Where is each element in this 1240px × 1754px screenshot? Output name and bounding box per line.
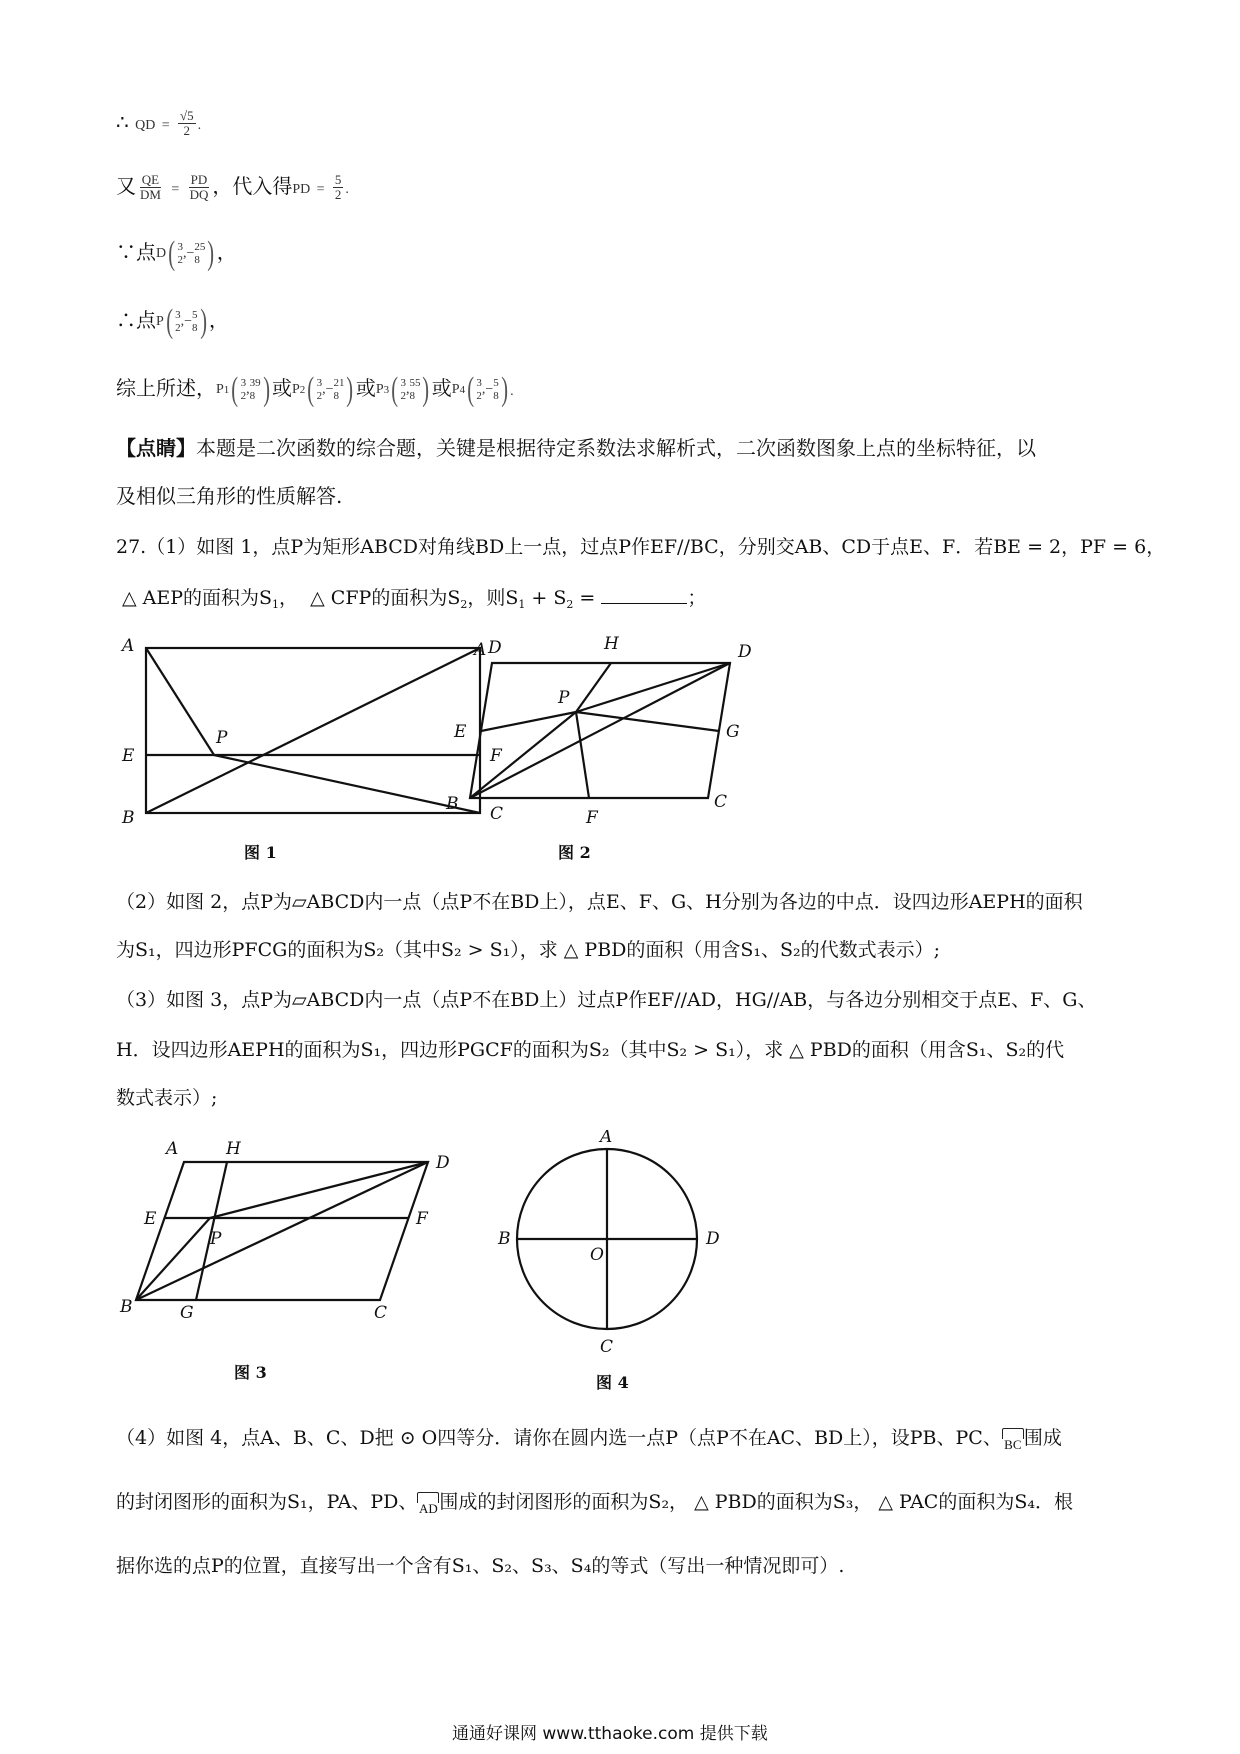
fig3-caption: 图 3 — [234, 1363, 267, 1382]
fig2-line-bp — [470, 712, 576, 798]
q27-part4-line1: （4）如图 4，点A、B、C、D把 ⊙ O四等分．请你在圆内选一点P（点P不在AC、BD上），设PB、PC、 BC 围成 — [116, 1427, 1062, 1452]
note-line-1: 【点睛】本题是二次函数的综合题，关键是根据待定系数法求解析式，二次函数图象上点的坐标特征，以 — [116, 436, 1036, 460]
fig3-line-pd — [210, 1162, 428, 1218]
fig3-label-e: E — [144, 1209, 157, 1229]
solution-line-qd: ∴ QD = $\frac{√5}{2}$ . — [116, 108, 202, 138]
fig2-label-h: H — [604, 634, 619, 654]
footer-source: 通通好课网 www.tthaoke.com 提供下载 — [452, 1724, 768, 1744]
q27-part2-line2: 为S₁，四边形PFCG的面积为S₂（其中S₂ > S₁），求 △ PBD的面积（用含S₁、S₂的代数式表示）; — [116, 939, 941, 961]
fig3-label-g: G — [180, 1303, 194, 1323]
q27-part1-line1: 27.（1）如图 1，点P为矩形ABCD对角线BD上一点，过点P作EF//BC，分别交AB、CD于点E、F．若BE = 2，PF = 6， — [116, 536, 1166, 558]
fig1-label-d: D — [488, 638, 502, 658]
fig2-label-e: E — [454, 722, 467, 742]
note-label: 【点睛】 — [116, 436, 196, 460]
q27-part3-line1: （3）如图 3，点P为▱ABCD内一点（点P不在BD上）过点P作EF//AD，HG//AB，与各边分别相交于点E、F、G、 — [116, 989, 1097, 1011]
fig4-label-d: D — [706, 1229, 720, 1249]
note-line-2: 及相似三角形的性质解答. — [116, 484, 343, 508]
fig1-label-b: B — [122, 808, 135, 828]
fig2-line-ph — [576, 663, 611, 712]
fig3-label-h: H — [226, 1139, 241, 1159]
fig4-label-a: A — [600, 1130, 613, 1147]
q27-part4-line2: 的封闭图形的面积为S₁，PA、PD、 AD 围成的封闭图形的面积为S₂， △ PBD的面积为S₃， △ PAC的面积为S₄．根 — [116, 1491, 1073, 1516]
fig3-label-c: C — [374, 1303, 388, 1323]
fig1-line-pc — [214, 755, 480, 813]
fig4-label-o: O — [590, 1245, 604, 1265]
fig2-label-c: C — [714, 792, 728, 812]
fig2-label-f: F — [586, 808, 598, 828]
q27-part1-line2: △ AEP的面积为$S_1$， △ CFP的面积为$S_2$，则$S_1 + S_2$ = ； — [122, 587, 707, 611]
fraction-sqrt5-over-2: $\frac{√5}{2}$ — [179, 108, 194, 138]
fig1-line-ap — [146, 648, 214, 755]
fig1-label-f: F — [490, 746, 502, 766]
fig3-label-f: F — [416, 1209, 428, 1229]
figures-1-2 — [110, 625, 790, 870]
solution-summary-line: 综上所述， P 1 ( 3 2 , 39 8 ) 或 P 2 ( 3 2 ,− 21 8 ) 或 P 3 ( 3 2 , 55 8 ) 或 P 4 ( 3 2 ,− 5 8 ) . — [116, 370, 514, 408]
arc-bc: BC — [1002, 1428, 1024, 1451]
fig2-diagonal-bd — [470, 663, 730, 798]
fig2-label-p: P — [558, 688, 570, 708]
fig1-label-c: C — [490, 804, 504, 824]
fig2-line-ep — [481, 712, 576, 731]
fig1-caption: 图 1 — [244, 843, 277, 862]
fig2-line-pf — [576, 712, 589, 798]
fig4-label-c: C — [600, 1337, 614, 1357]
q27-part2-line1: （2）如图 2，点P为▱ABCD内一点（点P不在BD上），点E、F、G、H分别为各边的中点．设四边形AEPH的面积 — [116, 891, 1083, 913]
q27-part4-line3: 据你选的点P的位置，直接写出一个含有S₁、S₂、S₃、S₄的等式（写出一种情况即可）. — [116, 1555, 845, 1577]
fig4-caption: 图 4 — [596, 1373, 629, 1392]
fig2-label-d: D — [738, 642, 752, 662]
solution-line-point-p: ∴点 P ( 3 2 ,− 5 8 ) ， — [116, 302, 229, 340]
fig1-diagonal-bd — [146, 648, 480, 813]
fig2-label-b: B — [446, 794, 459, 814]
fig1-label-a: A — [122, 636, 135, 656]
fig3-diagonal-bd — [136, 1162, 428, 1300]
fig2-line-pd — [576, 663, 730, 712]
fig2-line-pg — [576, 712, 719, 731]
q27-part3-line2: H．设四边形AEPH的面积为S₁，四边形PGCF的面积为S₂（其中S₂ > S₁），求 △ PBD的面积（用含S₁、S₂的代 — [116, 1039, 1065, 1061]
solution-line-pd: 又 $\frac{QE}{DM}$ = $\frac{PD}{DQ}$ ，代入得PD = $\frac{5}{2}$ . — [116, 172, 349, 202]
arc-ad: AD — [417, 1492, 439, 1515]
fig1-label-e: E — [122, 746, 135, 766]
fig2-label-g: G — [726, 722, 740, 742]
fig4-label-b: B — [498, 1229, 511, 1249]
answer-blank[interactable] — [601, 585, 687, 604]
figures-3-4 — [110, 1130, 750, 1400]
fig2-label-a: A — [474, 640, 487, 660]
q27-part3-line3: 数式表示）; — [116, 1087, 218, 1109]
solution-line-point-d: ∵点 D ( 3 2 ,− 25 8 ) ， — [116, 234, 237, 272]
fig1-label-p: P — [216, 728, 228, 748]
fig3-label-b: B — [120, 1297, 133, 1317]
fig3-label-d: D — [436, 1153, 450, 1173]
fig3-label-a: A — [166, 1139, 179, 1159]
fig3-label-p: P — [210, 1229, 222, 1249]
fig2-caption: 图 2 — [558, 843, 591, 862]
